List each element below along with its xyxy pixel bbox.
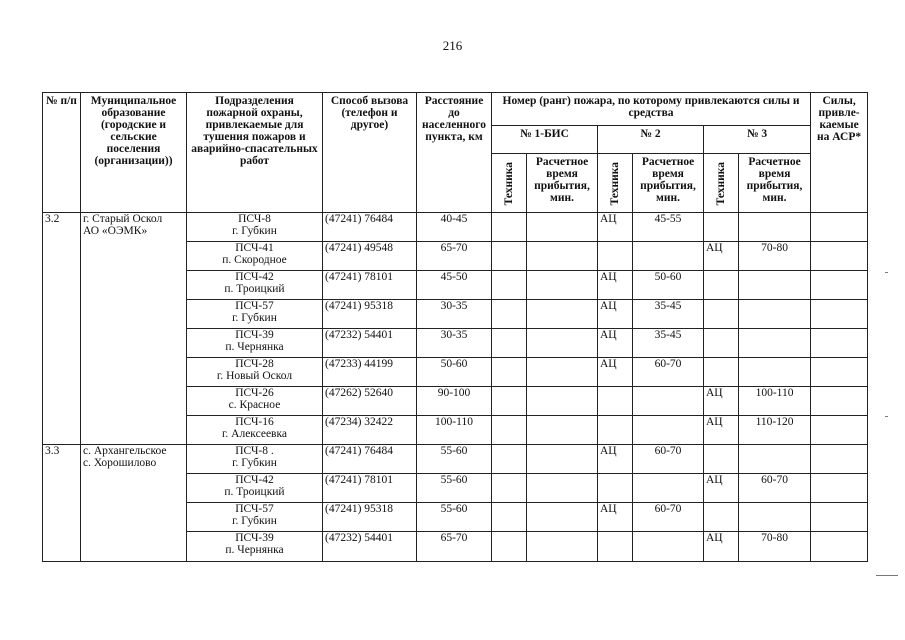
- asr-cell: [811, 532, 868, 562]
- rank-1bis-equipment-cell: [492, 532, 527, 562]
- rank-3-time-cell: [739, 445, 811, 474]
- call-method-cell: (47241) 76484: [323, 445, 417, 474]
- rank-3-equipment-cell: [704, 329, 739, 358]
- fire-resources-table: [42, 92, 868, 562]
- rank-2-equipment-cell: АЦ: [598, 213, 633, 242]
- call-method-cell: (47241) 95318: [323, 503, 417, 532]
- rank-2-equipment-cell: [598, 242, 633, 271]
- rank-2-equipment-cell: [598, 416, 633, 445]
- rank-2-time-cell: 60-70: [633, 358, 704, 387]
- rank-1bis-time-cell: [527, 474, 598, 503]
- call-method-cell: (47262) 52640: [323, 387, 417, 416]
- municipality-line: г. Старый Оскол: [83, 213, 163, 225]
- rank-1bis-equipment-cell: [492, 300, 527, 329]
- fire-unit-cell: [187, 358, 323, 387]
- fire-unit-name: ПСЧ-57: [235, 503, 274, 515]
- rank-2-time-cell: 45-55: [633, 213, 704, 242]
- fire-unit-cell: [187, 329, 323, 358]
- rank-1bis-equipment-cell: [492, 358, 527, 387]
- municipality-line: с. Хорошилово: [83, 457, 157, 469]
- rank-2-equipment-cell: АЦ: [598, 329, 633, 358]
- rank-3-time-cell: 70-80: [739, 242, 811, 271]
- rank-1bis-equipment-cell: [492, 387, 527, 416]
- fire-unit-cell: [187, 416, 323, 445]
- rank-2-equipment-cell: [598, 387, 633, 416]
- asr-cell: [811, 358, 868, 387]
- rank-1bis-equipment-cell: [492, 329, 527, 358]
- distance-cell: 45-50: [417, 271, 492, 300]
- fire-unit-name: ПСЧ-39: [235, 329, 274, 341]
- municipality-line: с. Архангельское: [83, 445, 167, 457]
- rank-2-time-cell: [633, 416, 704, 445]
- rank-3-time-cell: [739, 300, 811, 329]
- rank-2-equipment-cell: АЦ: [598, 271, 633, 300]
- header-asr: Силы, привле-каемые на АСР*: [811, 93, 868, 213]
- call-method-cell: (47241) 49548: [323, 242, 417, 271]
- page-number: 216: [442, 38, 463, 53]
- distance-cell: 65-70: [417, 532, 492, 562]
- distance-cell: 100-110: [417, 416, 492, 445]
- header-rank-3: № 3: [704, 126, 811, 154]
- rank-2-time-cell: 60-70: [633, 445, 704, 474]
- call-method-cell: (47241) 76484: [323, 213, 417, 242]
- fire-unit-location: г. Губкин: [232, 457, 277, 469]
- table-row: [43, 445, 868, 474]
- rank-2-equipment-cell: АЦ: [598, 358, 633, 387]
- rank-1bis-time-cell: [527, 503, 598, 532]
- rank-3-time-cell: [739, 329, 811, 358]
- header-rank-3-equipment: Техника: [704, 154, 739, 213]
- rank-2-time-cell: 50-60: [633, 271, 704, 300]
- municipality-cell: [81, 445, 187, 562]
- distance-cell: 50-60: [417, 358, 492, 387]
- rank-1bis-time-cell: [527, 271, 598, 300]
- rank-3-time-cell: [739, 271, 811, 300]
- rank-2-equipment-cell: [598, 532, 633, 562]
- header-no: № п/п: [43, 93, 81, 213]
- rank-3-equipment-cell: АЦ: [704, 416, 739, 445]
- rank-3-time-cell: [739, 503, 811, 532]
- fire-unit-name: ПСЧ-57: [235, 300, 274, 312]
- distance-cell: 55-60: [417, 445, 492, 474]
- asr-cell: [811, 474, 868, 503]
- rank-2-time-cell: 35-45: [633, 329, 704, 358]
- distance-cell: 55-60: [417, 474, 492, 503]
- rank-1bis-equipment-cell: [492, 416, 527, 445]
- rank-2-equipment-cell: АЦ: [598, 300, 633, 329]
- fire-unit-cell: [187, 445, 323, 474]
- distance-cell: 65-70: [417, 242, 492, 271]
- rank-1bis-time-cell: [527, 329, 598, 358]
- table-body: [43, 213, 868, 562]
- rank-1bis-time-cell: [527, 387, 598, 416]
- rank-2-equipment-cell: АЦ: [598, 445, 633, 474]
- rank-2-equipment-cell: [598, 474, 633, 503]
- rank-3-equipment-cell: АЦ: [704, 387, 739, 416]
- asr-cell: [811, 300, 868, 329]
- fire-unit-location: г. Губкин: [232, 225, 277, 237]
- fire-unit-location: п. Троицкий: [224, 283, 285, 295]
- asr-cell: [811, 242, 868, 271]
- fire-unit-cell: [187, 213, 323, 242]
- header-rank-1bis-equipment: Техника: [492, 154, 527, 213]
- call-method-cell: (47241) 78101: [323, 474, 417, 503]
- fire-unit-name: ПСЧ-42: [235, 474, 274, 486]
- rank-3-time-cell: [739, 213, 811, 242]
- rank-3-equipment-cell: [704, 213, 739, 242]
- rank-1bis-time-cell: [527, 358, 598, 387]
- fire-unit-name: ПСЧ-8 .: [235, 445, 274, 457]
- rank-1bis-equipment-cell: [492, 474, 527, 503]
- asr-cell: [811, 416, 868, 445]
- rank-1bis-equipment-cell: [492, 445, 527, 474]
- fire-unit-name: ПСЧ-42: [235, 271, 274, 283]
- rank-3-time-cell: [739, 358, 811, 387]
- call-method-cell: (47241) 78101: [323, 271, 417, 300]
- asr-cell: [811, 213, 868, 242]
- call-method-cell: (47234) 32422: [323, 416, 417, 445]
- rank-2-equipment-cell: АЦ: [598, 503, 633, 532]
- asr-cell: [811, 445, 868, 474]
- rank-1bis-time-cell: [527, 416, 598, 445]
- fire-unit-cell: [187, 503, 323, 532]
- scan-mark: [885, 416, 888, 417]
- fire-unit-cell: [187, 242, 323, 271]
- rank-3-equipment-cell: [704, 300, 739, 329]
- rank-3-equipment-cell: [704, 503, 739, 532]
- rank-3-equipment-cell: [704, 358, 739, 387]
- call-method-cell: (47233) 44199: [323, 358, 417, 387]
- distance-cell: 90-100: [417, 387, 492, 416]
- rank-1bis-equipment-cell: [492, 503, 527, 532]
- fire-unit-name: ПСЧ-8: [238, 213, 271, 225]
- scan-mark: [885, 272, 888, 273]
- fire-unit-cell: [187, 271, 323, 300]
- header-fire-rank: Номер (ранг) пожара, по которому привлекаются силы и средства: [492, 93, 811, 126]
- rank-3-equipment-cell: АЦ: [704, 474, 739, 503]
- rank-3-time-cell: 60-70: [739, 474, 811, 503]
- rank-1bis-time-cell: [527, 213, 598, 242]
- row-number-cell: 3.2: [43, 213, 81, 445]
- table-header: [43, 93, 868, 213]
- fire-unit-location: п. Скородное: [222, 254, 287, 266]
- call-method-cell: (47241) 95318: [323, 300, 417, 329]
- call-method-cell: (47232) 54401: [323, 532, 417, 562]
- rank-3-equipment-cell: АЦ: [704, 532, 739, 562]
- fire-unit-location: г. Губкин: [232, 312, 277, 324]
- rank-2-time-cell: 35-45: [633, 300, 704, 329]
- fire-unit-location: г. Новый Оскол: [216, 370, 293, 382]
- header-distance: Расстояние до населенного пункта, км: [417, 93, 492, 213]
- distance-cell: 55-60: [417, 503, 492, 532]
- fire-unit-cell: [187, 300, 323, 329]
- rank-2-time-cell: [633, 474, 704, 503]
- rank-1bis-time-cell: [527, 242, 598, 271]
- header-rank-3-time: Расчетное время прибытия, мин.: [739, 154, 811, 213]
- rank-1bis-time-cell: [527, 445, 598, 474]
- rank-1bis-time-cell: [527, 300, 598, 329]
- asr-cell: [811, 387, 868, 416]
- asr-cell: [811, 329, 868, 358]
- rank-2-time-cell: 60-70: [633, 503, 704, 532]
- rank-3-equipment-cell: [704, 445, 739, 474]
- fire-unit-location: п. Чернянка: [225, 341, 284, 353]
- header-call-method: Способ вызова (телефон и другое): [323, 93, 417, 213]
- fire-unit-location: г. Губкин: [232, 515, 277, 527]
- header-rank-2-time: Расчетное время прибытия, мин.: [633, 154, 704, 213]
- fire-unit-name: ПСЧ-41: [235, 242, 274, 254]
- header-rank-1bis: № 1-БИС: [492, 126, 598, 154]
- rank-2-time-cell: [633, 242, 704, 271]
- rank-3-equipment-cell: АЦ: [704, 242, 739, 271]
- distance-cell: 30-35: [417, 329, 492, 358]
- rank-3-time-cell: 100-110: [739, 387, 811, 416]
- rank-2-time-cell: [633, 387, 704, 416]
- fire-unit-cell: [187, 532, 323, 562]
- header-municipality: Муниципальное образование (городские и сельские поселения (организации)): [81, 93, 187, 213]
- fire-unit-location: с. Красное: [228, 399, 281, 411]
- rank-1bis-equipment-cell: [492, 242, 527, 271]
- row-number-cell: 3.3: [43, 445, 81, 562]
- scan-mark: [876, 575, 898, 576]
- rank-1bis-equipment-cell: [492, 271, 527, 300]
- fire-unit-cell: [187, 474, 323, 503]
- fire-unit-location: г. Алексеевка: [221, 428, 288, 440]
- rank-3-time-cell: 70-80: [739, 532, 811, 562]
- rank-1bis-equipment-cell: [492, 213, 527, 242]
- fire-unit-name: ПСЧ-28: [235, 358, 274, 370]
- fire-unit-name: ПСЧ-39: [235, 532, 274, 544]
- call-method-cell: (47232) 54401: [323, 329, 417, 358]
- header-rank-2: № 2: [598, 126, 704, 154]
- fire-unit-name: ПСЧ-16: [235, 416, 274, 428]
- header-unit: Подразделения пожарной охраны, привлекаемые для тушения пожаров и аварийно-спасательных работ: [187, 93, 323, 213]
- rank-3-time-cell: 110-120: [739, 416, 811, 445]
- municipality-line: АО «ОЭМК»: [83, 225, 148, 237]
- fire-unit-location: п. Троицкий: [224, 486, 285, 498]
- rank-1bis-time-cell: [527, 532, 598, 562]
- rank-3-equipment-cell: [704, 271, 739, 300]
- fire-unit-name: ПСЧ-26: [235, 387, 274, 399]
- rank-2-time-cell: [633, 532, 704, 562]
- fire-unit-cell: [187, 387, 323, 416]
- header-rank-2-equipment: Техника: [598, 154, 633, 213]
- fire-unit-location: п. Чернянка: [225, 544, 284, 556]
- asr-cell: [811, 271, 868, 300]
- municipality-cell: [81, 213, 187, 445]
- distance-cell: 40-45: [417, 213, 492, 242]
- distance-cell: 30-35: [417, 300, 492, 329]
- header-rank-1bis-time: Расчетное время прибытия, мин.: [527, 154, 598, 213]
- table-row: [43, 213, 868, 242]
- asr-cell: [811, 503, 868, 532]
